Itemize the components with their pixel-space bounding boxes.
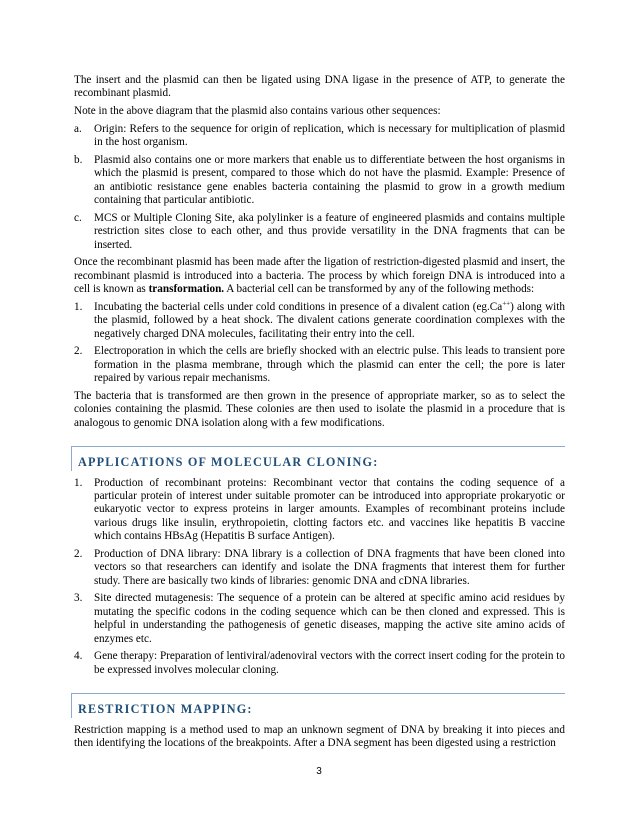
applications-heading — [71, 446, 565, 470]
transformation-term: transformation. — [148, 283, 225, 296]
methods-list — [74, 301, 565, 386]
list-marker: 1. — [74, 300, 83, 313]
restriction-mapping-heading — [71, 693, 565, 717]
list-marker: 4. — [74, 650, 83, 663]
list-marker: 3. — [74, 592, 83, 605]
colonies-paragraph: The bacteria that is transformed are then grown in the presence of appropriate marker, so as to select the colonies containing the plasmid. These colonies are then used to isolate the plasmid in a procedure that is analogous to genomic DNA isolation along with a few modifications. — [74, 389, 565, 429]
restriction-paragraph: Restriction mapping is a method used to map an unknown segment of DNA by breaking it into pieces and then identifying the locations of the breakpoints. After a DNA segment has been digested using a restriction — [74, 723, 565, 749]
list-item-text: Site directed mutagenesis: The sequence of a protein can be altered at specific amino acid residues by mutating the specific codons in the coding sequence which can be then cloned and expressed. This is helpful in understanding the pathogenesis of genetic diseases, mapping the active site amino acids of enzymes etc. — [94, 592, 565, 645]
list-item — [74, 123, 565, 150]
superscript: ++ — [502, 299, 511, 308]
list-item-text: Origin: Refers to the sequence for origin of replication, which is necessary for multiplication of plasmid in the host organism. — [94, 122, 565, 149]
list-item-text: MCS or Multiple Cloning Site, aka polylinker is a feature of engineered plasmids and contains multiple restriction sites close to each other, and thus provide versatility in the DNA fragments that can be inserted. — [94, 211, 565, 251]
list-item — [74, 301, 565, 341]
list-item — [74, 154, 565, 208]
intro-paragraph-2: Note in the above diagram that the plasmid also contains various other sequences: — [74, 105, 441, 118]
list-item-text: Production of recombinant proteins: Recombinant vector that contains the coding sequence of a particular protein of interest under suitable promoter can be introduced into appropriate prokaryotic or eukaryotic vector to express proteins in larger amounts. Examples of recombinant proteins include various drugs like insulin, erythropoietin, clotting factors etc. and vaccines like hepatitis B vaccine which contains HBsAg (Hepatitis B surface Antigen). — [94, 476, 565, 543]
document-page — [74, 74, 565, 755]
list-item-text: Plasmid also contains one or more markers that enable us to differentiate between the host organisms in which the plasmid is present, compared to those which do not have the plasmid. Example: Presence of an antibiotic resistance gene enables bacteria containing the plasmid to grow in a growth medium containing that particular antibiotic. — [94, 153, 565, 207]
list-marker: b. — [74, 153, 83, 166]
method-text-after: ) along with the plasmid, followed by a heat shock. The divalent cations generate coordination complexes with the negatively charged DNA molecules, facilitating their entry into the cell. — [94, 300, 565, 340]
sequence-list — [74, 123, 565, 252]
list-item-text: Gene therapy: Preparation of lentiviral/adenoviral vectors with the correct insert coding for the protein to be expressed involves molecular cloning. — [94, 650, 565, 676]
list-marker: 1. — [74, 476, 83, 489]
list-item — [74, 212, 565, 252]
list-marker: 2. — [74, 345, 83, 358]
transformation-paragraph — [74, 256, 565, 296]
list-item — [74, 548, 565, 588]
list-item — [74, 477, 565, 544]
section-heading-text: RESTRICTION MAPPING: — [78, 702, 253, 717]
intro-paragraph-1: The insert and the plasmid can then be ligated using DNA ligase in the presence of ATP, to generate the recombinant plasmid. — [74, 74, 565, 100]
list-item — [74, 592, 565, 646]
page-number: 3 — [316, 766, 322, 777]
section-heading-text: APPLICATIONS OF MOLECULAR CLONING: — [78, 455, 379, 470]
transformation-text-after: A bacterial cell can be transformed by any of the following methods: — [224, 283, 535, 296]
list-item-text: Production of DNA library: DNA library is a collection of DNA fragments that have been cloned into vectors so that researchers can identify and isolate the DNA fragments that interest them for further study. There are basically two kinds of libraries: genomic DNA and cDNA libraries. — [94, 547, 565, 587]
list-marker: c. — [74, 211, 82, 224]
list-item — [74, 650, 565, 677]
list-item — [74, 345, 565, 385]
list-marker: 2. — [74, 547, 83, 560]
list-marker: a. — [74, 122, 82, 135]
list-item-text: Electroporation in which the cells are briefly shocked with an electric pulse. This leads to transient pore formation in the plasma membrane, through which the plasmid can enter the cell; the pore is later repaired by various repair mechanisms. — [94, 345, 565, 385]
applications-list — [74, 477, 565, 678]
list-item-text — [94, 301, 565, 341]
method-text-before: Incubating the bacterial cells under cold conditions in presence of a divalent cation (eg.Ca — [94, 300, 503, 313]
transformation-text-before: Once the recombinant plasmid has been made after the ligation of restriction-digested plasmid and insert, the recombinant plasmid is introduced into a bacteria. The process by which foreign DNA is introduced into a cell is known as — [74, 256, 565, 296]
